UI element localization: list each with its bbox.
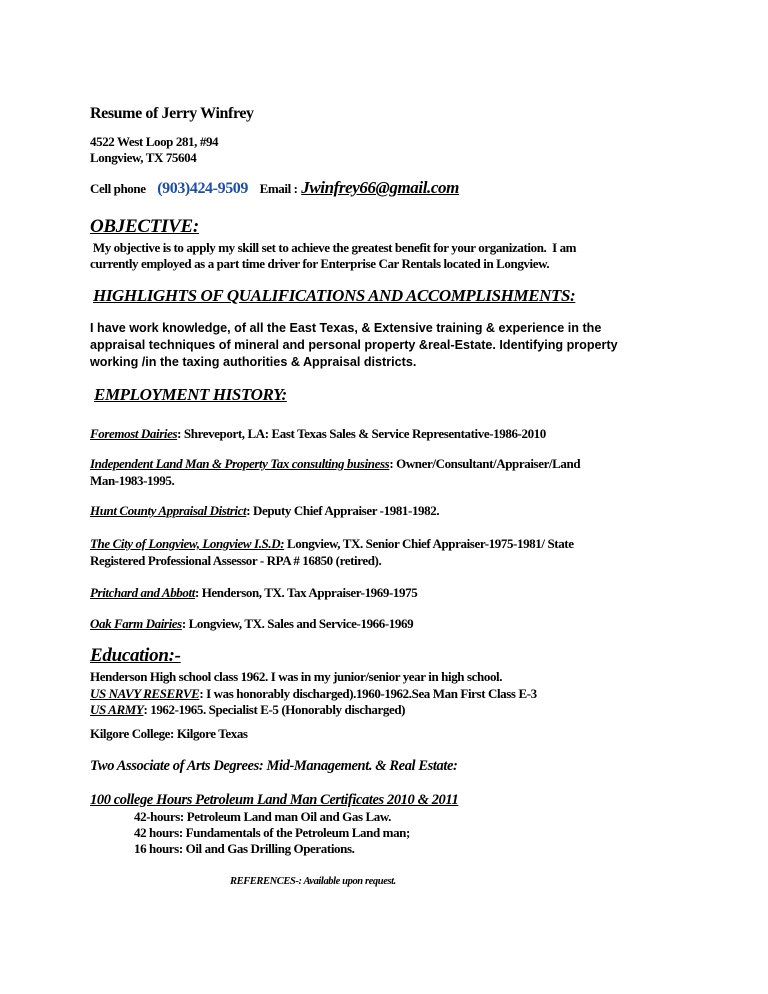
army-label: US ARMY [90, 702, 144, 717]
resume-title: Resume of Jerry Winfrey [90, 105, 254, 122]
job-detail-continued: Registered Professional Assessor - RPA # 16850 (retired). [90, 553, 382, 568]
employment-heading: EMPLOYMENT HISTORY: [94, 385, 287, 404]
job-entry [90, 535, 574, 569]
highlights-line-3: working /in the taxing authorities & Appraisal districts. [90, 355, 417, 369]
certificates-heading: 100 college Hours Petroleum Land Man Certificates 2010 & 2011 [90, 792, 459, 808]
contact-line [90, 178, 459, 198]
cell-phone-number[interactable]: (903)424-9509 [157, 180, 248, 197]
objective-line-2: currently employed as a part time driver for Enterprise Car Rentals located in Longview. [90, 256, 550, 271]
job-detail: Longview, TX. Senior Chief Appraiser-1975-1981/ State [284, 536, 574, 551]
job-detail: : Henderson, TX. Tax Appraiser-1969-1975 [194, 585, 418, 600]
job-detail: : Deputy Chief Appraiser -1981-1982. [246, 503, 440, 518]
address-line-1: 4522 West Loop 281, #94 [90, 134, 219, 149]
course-item: 16 hours: Oil and Gas Drilling Operations. [134, 841, 355, 856]
job-entry [90, 502, 439, 519]
job-entry [90, 615, 413, 632]
job-employer: Pritchard and Abbott [90, 585, 195, 600]
references-note: REFERENCES-: Available upon request. [230, 876, 396, 887]
course-item: 42-hours: Petroleum Land man Oil and Gas Law. [134, 809, 391, 824]
highlights-line-1: I have work knowledge, of all the East Texas, & Extensive training & experience in the [90, 321, 602, 335]
education-degrees: Two Associate of Arts Degrees: Mid-Management. & Real Estate: [90, 758, 458, 774]
job-detail: : Shreveport, LA: East Texas Sales & Service Representative-1986-2010 [177, 426, 546, 441]
highlights-line-2: appraisal techniques of mineral and personal property &real-Estate. Identifying property [90, 338, 618, 352]
objective-heading: OBJECTIVE: [90, 216, 199, 237]
job-employer: Hunt County Appraisal District [90, 503, 247, 518]
navy-detail: : I was honorably discharged).1960-1962.Sea Man First Class E-3 [199, 686, 537, 701]
job-entry [90, 455, 580, 489]
job-detail-continued: Man-1983-1995. [90, 473, 175, 488]
army-detail: : 1962-1965. Specialist E-5 (Honorably discharged) [143, 702, 406, 717]
job-detail: : Longview, TX. Sales and Service-1966-1969 [181, 616, 414, 631]
email-link[interactable]: Jwinfrey66@gmail.com [301, 178, 459, 197]
job-employer: Foremost Dairies [90, 426, 178, 441]
job-entry [90, 584, 417, 601]
email-label: Email : [259, 181, 298, 196]
education-army [90, 702, 405, 718]
education-heading: Education:- [90, 645, 181, 666]
job-employer: Independent Land Man & Property Tax consulting business [90, 456, 390, 471]
job-employer: The City of Longview, Longview I.S.D: [90, 536, 285, 551]
education-navy [90, 686, 537, 702]
job-employer: Oak Farm Dairies [90, 616, 182, 631]
navy-label: US NAVY RESERVE [90, 686, 200, 701]
address-line-2: Longview, TX 75604 [90, 150, 197, 165]
cell-label: Cell phone [90, 181, 146, 196]
job-entry [90, 425, 546, 442]
course-item: 42 hours: Fundamentals of the Petroleum Land man; [134, 825, 410, 840]
education-high-school: Henderson High school class 1962. I was in my junior/senior year in high school. [90, 669, 503, 684]
objective-line-1: My objective is to apply my skill set to achieve the greatest benefit for your organization. I am [90, 240, 577, 255]
highlights-heading: HIGHLIGHTS OF QUALIFICATIONS AND ACCOMPLISHMENTS: [93, 286, 576, 305]
education-college: Kilgore College: Kilgore Texas [90, 726, 248, 741]
job-detail: : Owner/Consultant/Appraiser/Land [389, 456, 581, 471]
